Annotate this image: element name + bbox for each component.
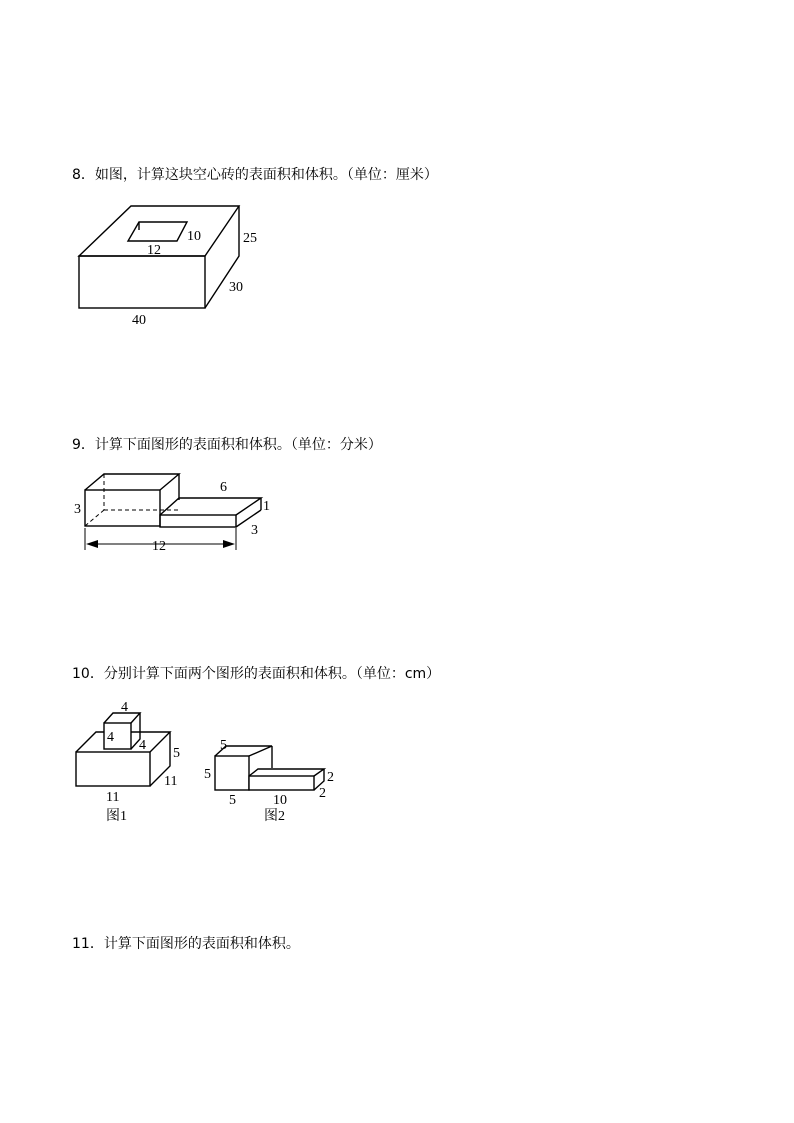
question-9 bbox=[72, 436, 382, 454]
label-bar-height: 2 bbox=[327, 770, 334, 785]
question-11 bbox=[72, 935, 300, 953]
stacked-blocks-figure-1 bbox=[70, 696, 190, 826]
label-hole-length: 12 bbox=[147, 243, 161, 258]
label-base-height: 5 bbox=[173, 746, 180, 761]
label-cube-side: 4 bbox=[107, 730, 114, 745]
brick-front-face bbox=[79, 256, 205, 308]
label-flat-height: 1 bbox=[263, 499, 270, 514]
question-number: 8． bbox=[72, 167, 95, 183]
label-cube-height: 5 bbox=[204, 767, 211, 782]
label-height: 25 bbox=[243, 231, 257, 246]
label-bar-depth: 2 bbox=[319, 786, 326, 801]
question-text: 计算下面图形的表面积和体积。 bbox=[103, 936, 300, 952]
label-height: 3 bbox=[74, 502, 81, 517]
hollow-brick-figure bbox=[70, 200, 280, 330]
figure-caption: 图2 bbox=[264, 809, 285, 824]
label-base-depth: 11 bbox=[164, 774, 178, 789]
composite-prism-figure bbox=[70, 466, 280, 566]
label-total-length: 12 bbox=[152, 539, 166, 554]
label-length: 40 bbox=[132, 313, 146, 328]
label-cube-top: 4 bbox=[121, 700, 128, 715]
label-depth: 30 bbox=[229, 280, 243, 295]
question-number: 11． bbox=[72, 936, 104, 952]
label-cube-depth: 4 bbox=[139, 738, 146, 753]
label-hole-width: 10 bbox=[187, 229, 201, 244]
figure-caption: 图1 bbox=[106, 809, 127, 824]
question-text: 计算下面图形的表面积和体积。（单位：分米） bbox=[94, 437, 382, 453]
label-cube-top: 5 bbox=[220, 738, 227, 753]
question-number: 9． bbox=[72, 437, 95, 453]
label-bar-length: 10 bbox=[273, 793, 287, 808]
brick-hole bbox=[128, 222, 187, 241]
label-base-length: 11 bbox=[106, 790, 120, 805]
stacked-blocks-figure-2 bbox=[200, 736, 345, 826]
label-cube-length: 5 bbox=[229, 793, 236, 808]
label-depth: 3 bbox=[251, 523, 258, 538]
label-top-length: 6 bbox=[220, 480, 227, 495]
question-text: 分别计算下面两个图形的表面积和体积。（单位：cm） bbox=[103, 666, 441, 682]
question-8 bbox=[72, 166, 438, 184]
question-10 bbox=[72, 665, 440, 683]
question-number: 10． bbox=[72, 666, 104, 682]
question-text: 如图，计算这块空心砖的表面积和体积。（单位：厘米） bbox=[94, 167, 438, 183]
